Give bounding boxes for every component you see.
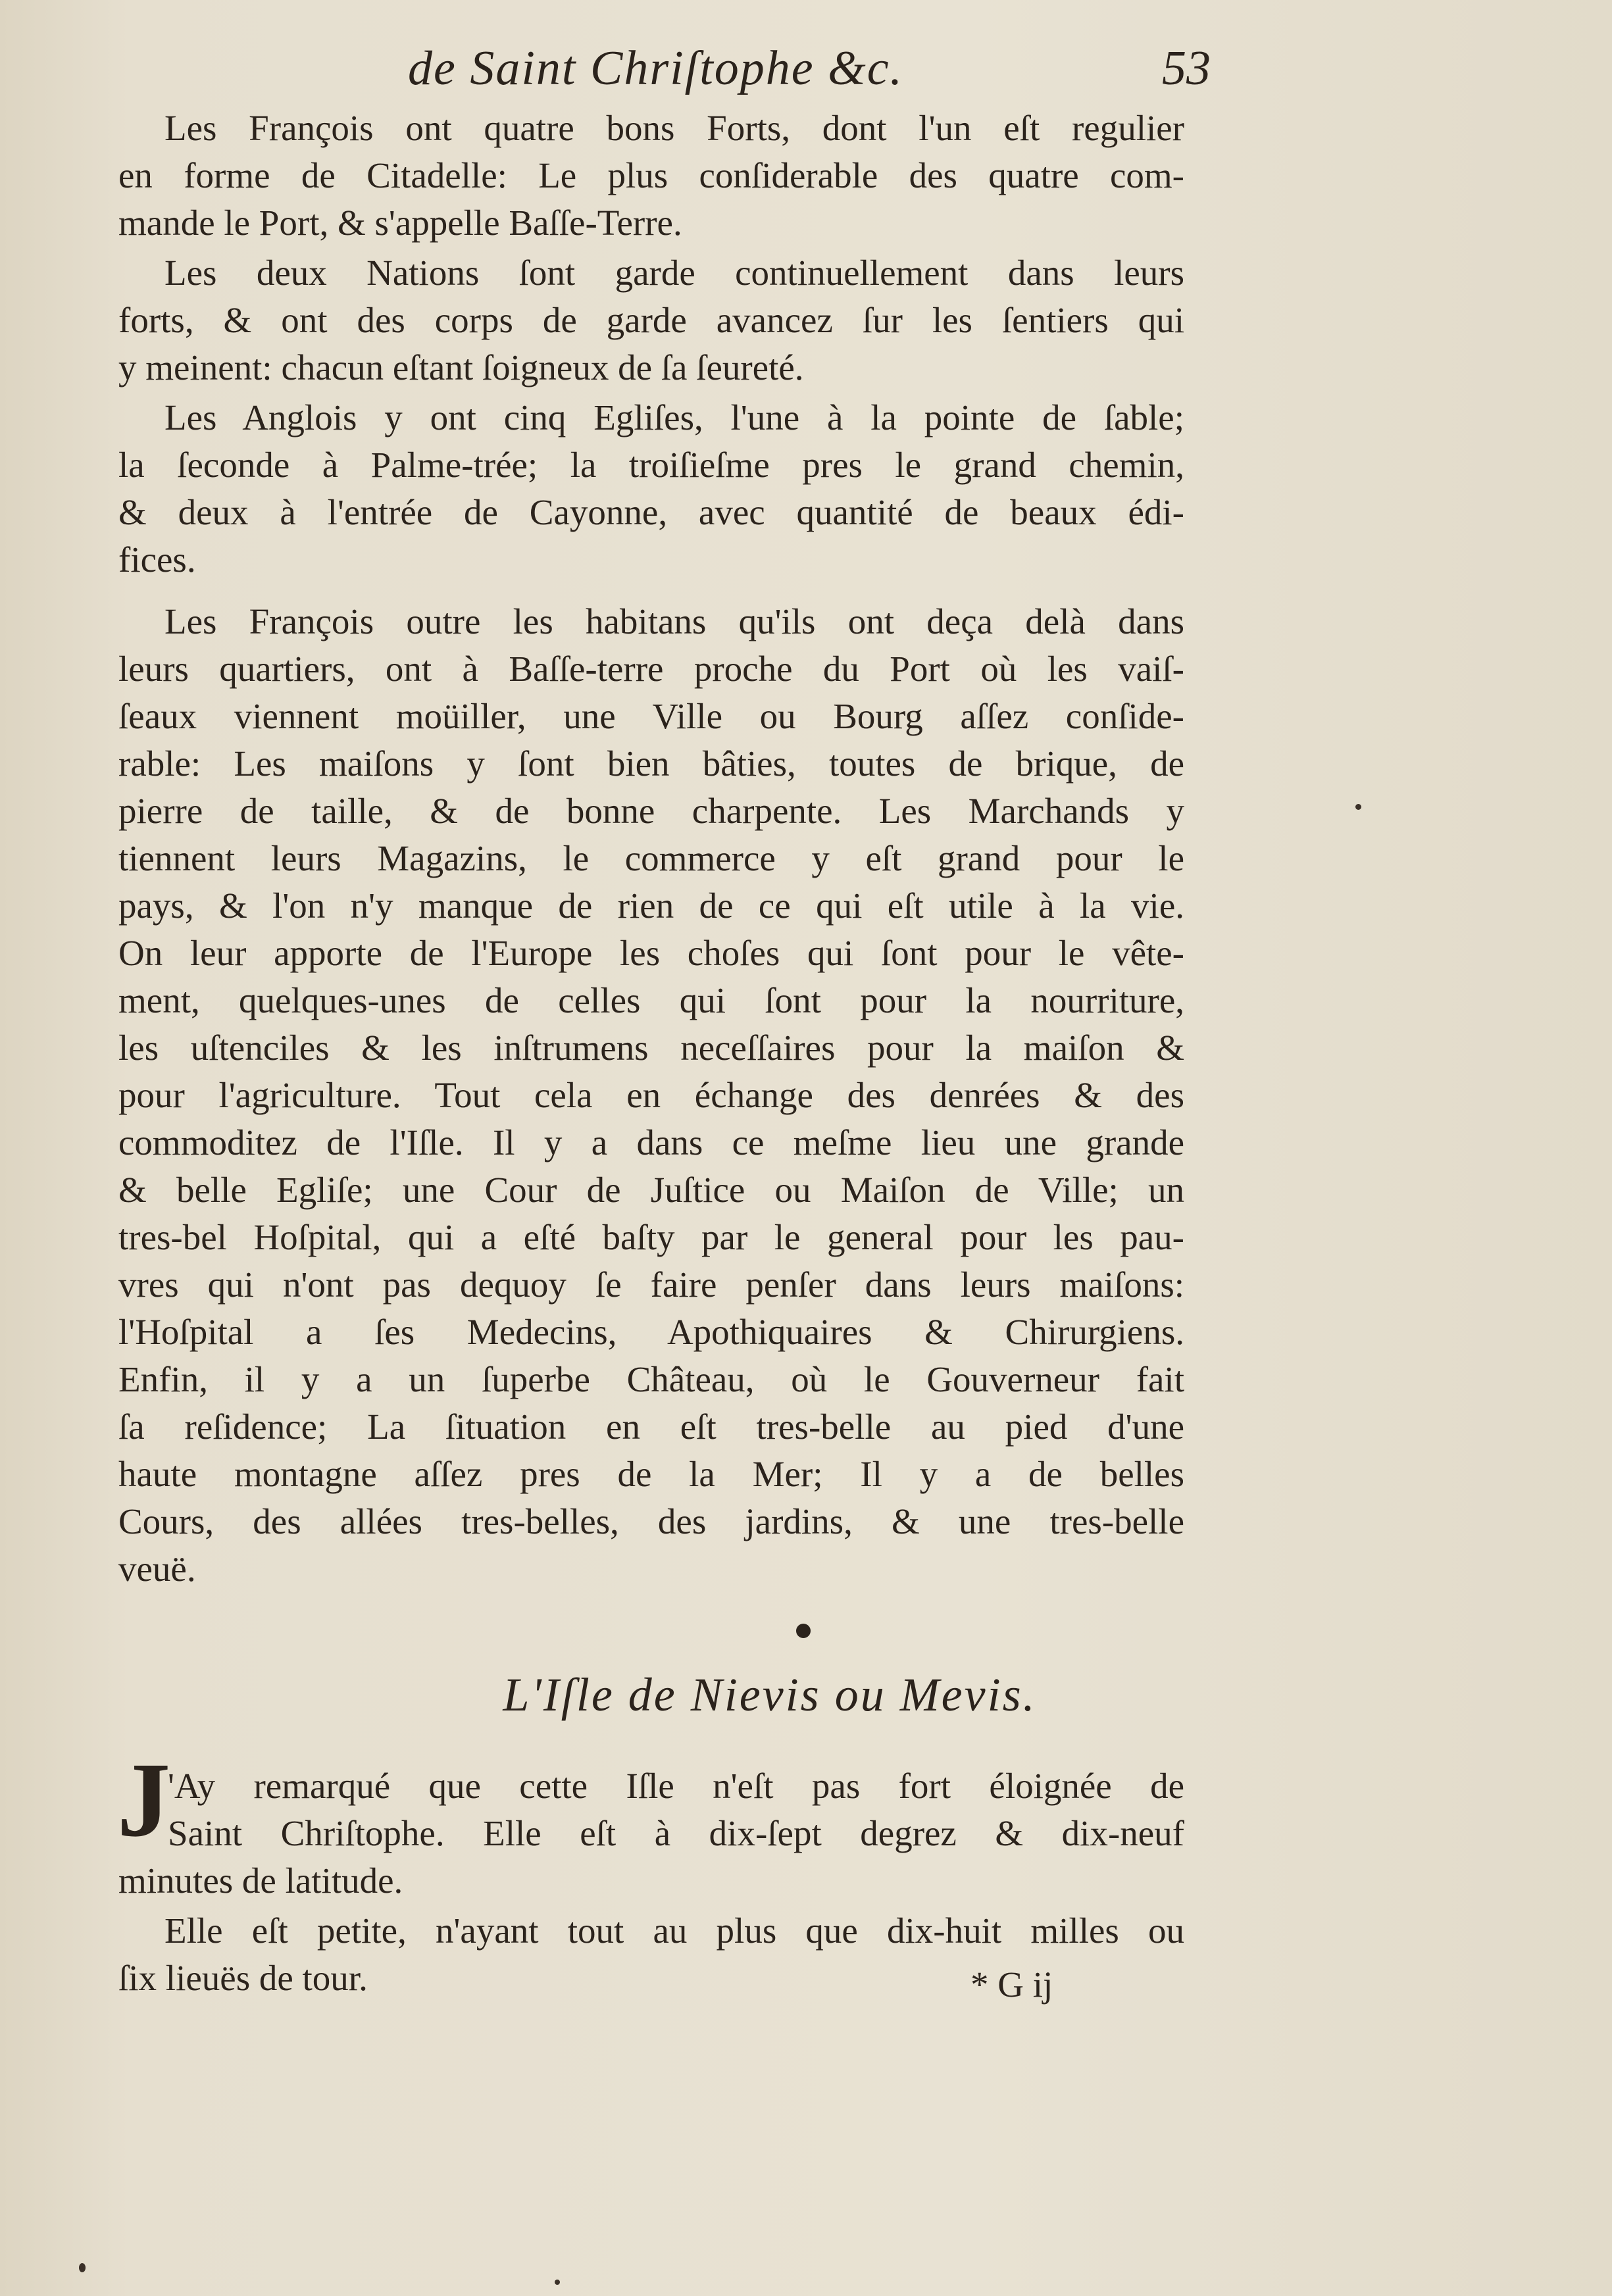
section-heading	[0, 1668, 1612, 1722]
text-line: Les Anglois y ont cinq Egliſes, l'une à la pointe de ſable;	[164, 397, 1184, 437]
text-line: veuë.	[118, 1549, 196, 1589]
text-line: Elle eſt petite, n'ayant tout au plus que dix-huit milles ou	[164, 1910, 1184, 1951]
text-line: pour l'agriculture. Tout cela en échange des denrées & des	[118, 1075, 1184, 1115]
text-line: l'Hoſpital a ſes Medecins, Apothiquaires & Chirurgiens.	[118, 1312, 1184, 1352]
text-line: forts, & ont des corps de garde avancez ſur les ſentiers qui	[118, 300, 1184, 340]
text-line: y meinent: chacun eſtant ſoigneux de ſa ſeureté.	[118, 347, 804, 387]
ink-speck	[79, 2263, 86, 2272]
text-line: pierre de taille, & de bonne charpente. Les Marchands y	[118, 791, 1184, 831]
page-header	[408, 41, 1211, 107]
text-line: mande le Port, & s'appelle Baſſe-Terre.	[118, 203, 682, 243]
ink-speck	[1355, 804, 1361, 810]
section-title: L'Iſle de Nievis ou Mevis.	[503, 1668, 1037, 1721]
text-line: les uſtenciles & les inſtrumens neceſſaires pour la maiſon &	[118, 1028, 1184, 1068]
text-line: minutes de latitude.	[118, 1860, 403, 1901]
text-line: Les François ont quatre bons Forts, dont l'un eſt regulier	[164, 108, 1184, 148]
text-line: la ſeconde à Palme-trée; la troiſieſme pres le grand chemin,	[118, 445, 1184, 485]
text-line: commoditez de l'Iſle. Il y a dans ce meſme lieu une grande	[118, 1122, 1184, 1162]
text-line: Les deux Nations ſont garde continuellement dans leurs	[164, 253, 1184, 293]
text-line: ſeaux viennent moüiller, une Ville ou Bourg aſſez conſide-	[118, 696, 1184, 736]
text-line: ment, quelques-unes de celles qui ſont pour la nourriture,	[118, 980, 1184, 1020]
drop-capital: J	[117, 1741, 170, 1859]
text-line: On leur apporte de l'Europe les choſes qui ſont pour le vête-	[118, 933, 1184, 973]
signature-mark: * G ij	[970, 1964, 1053, 2005]
text-line: rable: Les maiſons y ſont bien bâties, toutes de brique, de	[118, 743, 1184, 784]
page-number: 53	[1162, 41, 1211, 95]
text-line: Enfin, il y a un ſuperbe Château, où le Gouverneur fait	[118, 1359, 1184, 1399]
text-line: leurs quartiers, ont à Baſſe-terre proche du Port où les vaiſ-	[118, 649, 1184, 689]
text-line: & deux à l'entrée de Cayonne, avec quantité de beaux édi-	[118, 492, 1184, 532]
text-line: ſix lieuës de tour.	[118, 1958, 368, 1998]
text-line: vres qui n'ont pas dequoy ſe faire penſer dans leurs maiſons:	[118, 1264, 1184, 1305]
text-line: Saint Chriſtophe. Elle eſt à dix-ſept degrez & dix-neuf	[168, 1813, 1184, 1853]
text-line: & belle Egliſe; une Cour de Juſtice ou Maiſon de Ville; un	[118, 1170, 1184, 1210]
text-line: tiennent leurs Magazins, le commerce y eſt grand pour le	[118, 838, 1184, 878]
text-line: fices.	[118, 539, 196, 580]
text-line: 'Ay remarqué que cette Iſle n'eſt pas fort éloignée de	[168, 1766, 1184, 1806]
text-line: ſa reſidence; La ſituation en eſt tres-belle au pied d'une	[118, 1407, 1184, 1447]
text-line: en forme de Citadelle: Le plus conſiderable des quatre com-	[118, 155, 1184, 195]
text-line: Les François outre les habitans qu'ils ont deça delà dans	[164, 601, 1184, 641]
text-line: Cours, des allées tres-belles, des jardins, & une tres-belle	[118, 1501, 1184, 1541]
text-line: tres-bel Hoſpital, qui a eſté baſty par le general pour les pau-	[118, 1217, 1184, 1257]
text-line: pays, & l'on n'y manque de rien de ce qui eſt utile à la vie.	[118, 886, 1184, 926]
ink-speck	[555, 2280, 560, 2285]
ornament-dot	[796, 1624, 811, 1638]
running-head: de Saint Chriſtophe &c.	[408, 41, 904, 95]
text-line: haute montagne aſſez pres de la Mer; Il y a de belles	[118, 1454, 1184, 1494]
